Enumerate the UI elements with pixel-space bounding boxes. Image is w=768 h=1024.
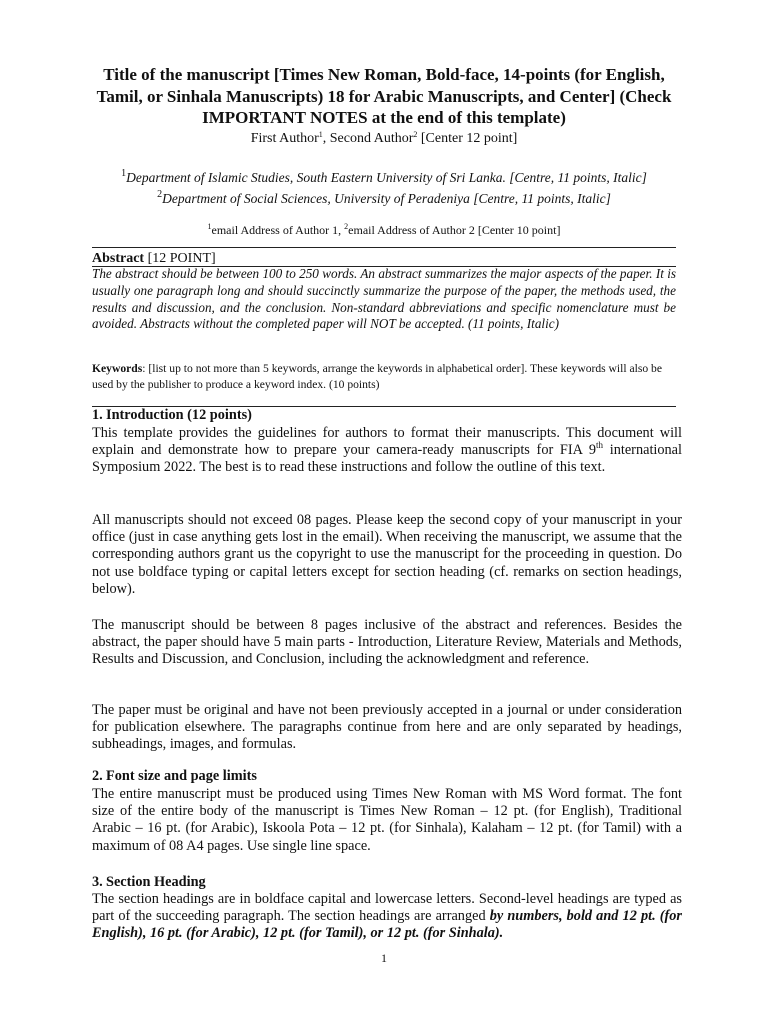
abstract-format-note: [12 POINT] bbox=[144, 251, 216, 266]
second-author: Second Author bbox=[329, 131, 414, 146]
abstract-text: The abstract should be between 100 to 250 words. An abstract summarizes the major aspects of the paper. It is usually one paragraph long and should succinctly summarize the purpose of the paper, the methods used, the results and discussion, and the conclusion. Non-standard abbreviations and specific nomenclature must be avoided. Abstracts without the completed paper will NOT be accepted. (11 points, Italic) bbox=[92, 266, 676, 332]
abstract-label: Abstract bbox=[92, 251, 145, 266]
author-separator: , bbox=[322, 131, 330, 146]
section-heading-emphasis: by numbers, bold and 12 pt. (for English), 16 pt. (for Arabic), 12 pt. (for Tamil), or 12 pt. (for Sinhala). bbox=[92, 908, 682, 942]
font-size-paragraph: The entire manuscript must be produced using Times New Roman with MS Word format. The font size of the entire body of the manuscript is Times New Roman – 12 pt. (for English), Traditional Arabic – 16 pt. (for Arabic), Iskoola Pota – 12 pt. (for Sinhala), Kalaham – 12 pt. (for Tamil) with a maximum of 08 A4 pages. Use single line space. bbox=[92, 786, 682, 854]
section-number: 3. bbox=[92, 874, 103, 890]
email-line bbox=[92, 222, 676, 238]
affiliation-2-superscript: 2 bbox=[157, 189, 163, 200]
section-number: 2. bbox=[92, 768, 103, 784]
abstract-heading bbox=[92, 250, 216, 267]
affiliation-1 bbox=[92, 169, 676, 187]
affiliation-1-superscript: 1 bbox=[121, 168, 127, 179]
intro-paragraph-2: All manuscripts should not exceed 08 pages. Please keep the second copy of your manuscript in your office (just in case anything gets lost in the email). When receiving the manuscript, we assume that the corresponding authors grant us the copyright to use the manuscript for the proceeding in question. Do not use boldface typing or capital letters except for section heading (cf. remarks on section headings, below). bbox=[92, 512, 682, 597]
intro-paragraph-4: The paper must be original and have not been previously accepted in a journal or under consideration for publication elsewhere. The paragraphs continue from here and are only separated by headings, subheadings, images, and formulas. bbox=[92, 702, 682, 753]
manuscript-title: Title of the manuscript [Times New Roman, Bold-face, 14-points (for English, Tamil, or Sinhala Manuscripts) 18 for Arabic Manuscripts, and Center] (Check IMPORTANT NOTES at the end of this template) bbox=[96, 65, 672, 127]
affiliation-1-text: Department of Islamic Studies, South Eastern University of Sri Lanka. [Centre, 11 points, Italic] bbox=[126, 170, 647, 185]
intro-paragraph-1-text-b: international Symposium 2022. The best is to read these instructions and follow the outline of this text. bbox=[92, 442, 682, 476]
email-1-text: email Address of Author 1, bbox=[211, 223, 345, 237]
section-heading-section-heading bbox=[92, 874, 206, 891]
email-1-superscript: 1 bbox=[207, 222, 212, 231]
section-title: Section Heading bbox=[106, 874, 206, 890]
affiliation-2-text: Department of Social Sciences, University of Peradeniya [Centre, 11 points, Italic] bbox=[162, 191, 611, 206]
page-number: 1 bbox=[381, 951, 387, 965]
abstract-top-rule bbox=[92, 247, 676, 248]
section-heading-paragraph bbox=[92, 891, 682, 943]
email-2-superscript: 2 bbox=[344, 222, 349, 231]
section-heading-introduction bbox=[92, 407, 252, 424]
section-number: 1. bbox=[92, 407, 103, 423]
first-author: First Author bbox=[250, 131, 319, 146]
keywords-label: Keywords bbox=[92, 362, 143, 375]
intro-paragraph-1 bbox=[92, 425, 682, 477]
ordinal-superscript: th bbox=[596, 440, 604, 451]
first-author-superscript: 1 bbox=[318, 130, 323, 139]
affiliation-2 bbox=[92, 190, 676, 208]
section-title: Introduction (12 points) bbox=[106, 407, 252, 423]
author-line bbox=[92, 130, 676, 148]
intro-paragraph-1-text-a: This template provides the guidelines for authors to format their manuscripts. This document will explain and demonstrate how to prepare your camera-ready manuscripts for FIA 9 bbox=[92, 425, 682, 459]
email-2-text: email Address of Author 2 [Center 10 point] bbox=[348, 223, 561, 237]
keywords-paragraph bbox=[92, 361, 684, 393]
author-format-note: [Center 12 point] bbox=[417, 131, 518, 146]
section-heading-font-size bbox=[92, 768, 257, 785]
second-author-superscript: 2 bbox=[413, 130, 418, 139]
section-title: Font size and page limits bbox=[106, 768, 257, 784]
intro-paragraph-3: The manuscript should be between 8 pages inclusive of the abstract and references. Besides the abstract, the paper should have 5 main parts - Introduction, Literature Review, Materials and Methods, Results and Discussion, and Conclusion, including the acknowledgment and reference. bbox=[92, 617, 682, 668]
section-heading-paragraph-text: The section headings are in boldface capital and lowercase letters. Second-level headings are typed as part of the succeeding paragraph. The section headings are arranged bbox=[92, 891, 682, 925]
keywords-text: : [list up to not more than 5 keywords, arrange the keywords in alphabetical order]. These keywords will also be used by the publisher to produce a keyword index. (10 points) bbox=[92, 362, 663, 391]
